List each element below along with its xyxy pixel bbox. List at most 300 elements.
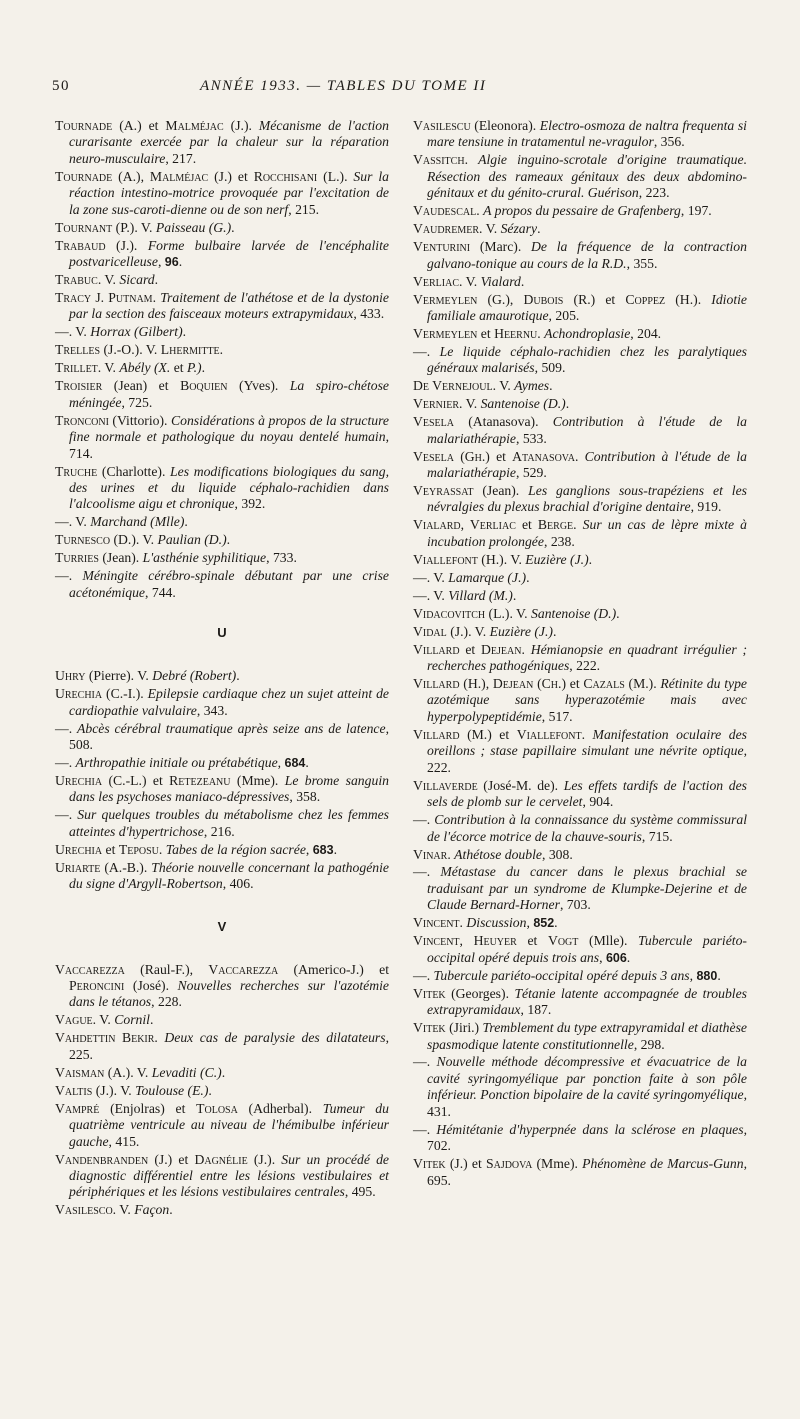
author-name: Vaudescal <box>413 203 477 219</box>
entry-text: . <box>271 1151 282 1167</box>
author-name: Trillet <box>55 360 98 376</box>
entry-text: —. V. <box>55 324 91 340</box>
article-title: Hémianopsie en quadrant irrégulier ; recherches pathogéniques <box>427 641 747 674</box>
entry-text: . V. <box>459 396 481 412</box>
entry-text: , <box>526 915 534 931</box>
article-title: Théorie nouvelle concernant la pathogénie du signe d'Argyll-Robertson <box>69 859 390 892</box>
entry-text: . V. <box>479 221 501 237</box>
article-title: Les ganglions sous-trapéziens et les névralgies du plexus brachial d'origine dentaire <box>427 483 747 515</box>
index-entry <box>413 152 747 201</box>
index-entry <box>55 290 389 323</box>
index-entry <box>413 203 747 219</box>
entry-text: (Raul-F.), <box>124 961 209 977</box>
entry-text: —. <box>55 754 76 770</box>
index-entry <box>413 378 747 394</box>
article-title: Algie inguino-scrotale d'origine traumatique. Résection des rameaux génitaux des deux abdomino-génitaux et du génito-crural. Guérison <box>427 152 747 201</box>
entry-text: , <box>305 841 313 857</box>
article-title: Sicard <box>119 272 155 288</box>
entry-text: . <box>549 378 553 394</box>
entry-text: , 533. <box>515 430 547 446</box>
article-title: Toulouse (E.) <box>135 1082 209 1098</box>
article-title: Hémitétanie d'hyperpnée dans la sclérose en plaques <box>436 1121 744 1137</box>
article-title: Achondroplasie <box>544 325 631 341</box>
index-entry <box>413 449 747 482</box>
author-name: Vassitch <box>413 152 465 168</box>
entry-text: . <box>573 517 583 533</box>
entry-text: . <box>149 1012 154 1028</box>
entry-text: , 904. <box>582 794 614 810</box>
entry-text: et <box>477 325 495 341</box>
entry-text: . <box>305 754 309 770</box>
index-entry <box>55 324 389 340</box>
entry-text: . <box>512 587 517 603</box>
author-name: Tournade (A.), Malméjac (J.) <box>55 168 232 184</box>
entry-text: et <box>491 726 517 742</box>
author-name: Lhermitte <box>160 342 220 358</box>
entry-text: . V. <box>112 1202 135 1218</box>
article-title: Les effets tardifs de l'action des sels de plomb sur le cervelet <box>427 777 748 810</box>
index-entry <box>55 1030 389 1063</box>
page-ref: 606 <box>605 950 627 965</box>
index-entry <box>413 1122 747 1155</box>
index-entry <box>55 755 389 771</box>
author-name: Villaverde <box>413 777 478 793</box>
author-name: Berge <box>537 517 574 533</box>
entry-text: (Yves). <box>227 378 290 394</box>
entry-text: et <box>170 360 188 376</box>
entry-text: . <box>653 676 661 691</box>
author-name: Vahdettin Bekir <box>55 1030 155 1046</box>
index-entry <box>413 642 747 675</box>
article-title: Manifestation oculaire des oreillons ; stase papillaire simulant une névrite optique <box>427 726 747 759</box>
author-name: Dagnélie (J.) <box>194 1151 272 1167</box>
entry-text: (Charlotte). <box>97 463 171 479</box>
index-entry <box>55 668 389 684</box>
article-title: Sézary <box>500 221 538 237</box>
entry-text: , 355. <box>626 255 658 271</box>
entry-text: , 415. <box>108 1133 140 1149</box>
index-entry <box>413 986 747 1019</box>
entry-text: et <box>566 676 584 691</box>
article-title: Sur quelques troubles du métabolisme chez les femmes atteintes d'hypertrichose <box>69 807 390 839</box>
author-name: Vasilesco <box>55 1202 113 1218</box>
section-heading-v: V <box>217 918 227 934</box>
article-title: Traitement de l'athétose et de la dystonie par la section des faisceaux moteurs extrapymidaux <box>69 290 389 322</box>
author-name: Coppez (H.) <box>625 291 698 307</box>
index-entry <box>413 396 747 412</box>
index-entry <box>55 360 389 376</box>
author-name: Vitek <box>413 1020 446 1036</box>
entry-text: —. <box>55 807 78 823</box>
article-title: Contribution à la connaissance du système commissural de l'écorce motrice de la chauve-souris <box>427 812 748 844</box>
article-title: Aymes <box>514 378 550 394</box>
entry-text: , 223. <box>638 185 670 201</box>
author-name: Veyrassat <box>413 483 474 499</box>
entry-text: . <box>182 324 187 340</box>
entry-text: , 215. <box>288 201 320 217</box>
article-title: Le brome sanguin dans les psychoses maniaco-dépressives <box>69 772 389 805</box>
entry-text: . <box>333 841 338 857</box>
author-name: Vaccarezza <box>208 961 279 977</box>
author-name: Vaccarezza <box>55 961 125 977</box>
entry-text: . <box>219 342 224 358</box>
author-name: Heernu <box>494 325 538 341</box>
entry-text: . <box>526 569 530 585</box>
article-title: Façon <box>134 1202 170 1218</box>
index-entry <box>413 570 747 586</box>
index-entry <box>413 727 747 776</box>
entry-text: , 508. <box>69 720 389 752</box>
index-entry <box>413 292 747 325</box>
article-title: Arthropathie initiale ou prétabétique <box>75 754 278 770</box>
index-entry <box>413 933 747 966</box>
page-number: 50 <box>52 78 70 94</box>
article-title: De la fréquence de la contraction galvano-tonique au cours de la R.D. <box>427 239 747 271</box>
article-title: Athétose double <box>454 846 542 862</box>
entry-text: . V. <box>113 1082 136 1098</box>
entries-u <box>55 668 389 892</box>
author-name: Vincent, Heuyer <box>413 933 517 949</box>
author-name: Malméjac (J.) <box>165 118 249 133</box>
entry-text: . V. <box>135 532 158 548</box>
index-entry <box>413 344 747 377</box>
author-name: Vague <box>55 1012 93 1028</box>
index-entry <box>55 842 389 858</box>
entry-text: —. <box>413 1121 437 1137</box>
entry-text: , 703. <box>559 897 591 913</box>
article-title: Sur la réaction intestino-motrice provoquée par l'excitation de la zone sus-caroti-dienne ou de son nerf <box>69 168 389 217</box>
article-title: Paulian (D.) <box>157 532 227 548</box>
entry-text: , 715. <box>641 828 673 844</box>
entry-text: . <box>231 219 235 235</box>
entry-text: , 356. <box>653 134 685 150</box>
author-name: Truche <box>55 463 98 479</box>
author-name: Trelles (J.-O.) <box>55 342 140 358</box>
index-entry <box>413 915 747 931</box>
entry-text: —. <box>413 1054 437 1070</box>
entry-text: , 695. <box>427 1156 747 1188</box>
author-name: Vermeylen (G.), Dubois (R.) <box>413 291 596 307</box>
section-heading-u: U <box>217 625 227 641</box>
entry-text: . <box>169 1202 173 1218</box>
entry-text: . <box>565 396 570 412</box>
index-entry <box>413 414 747 447</box>
article-title: Vialard <box>480 273 521 289</box>
author-name: Villard (M.) <box>413 726 492 742</box>
entry-text: . <box>464 152 479 168</box>
entry-text: , 222. <box>569 658 601 674</box>
author-name: Villard (H.), Dejean (Ch.) <box>413 676 566 691</box>
entry-text: , 217. <box>165 150 197 166</box>
index-entry <box>413 1020 747 1053</box>
article-title: Marchand (Mlle) <box>90 514 185 530</box>
author-name: Vaudremer <box>413 221 479 237</box>
article-title: Villard (M.) <box>448 587 513 603</box>
entry-text: , 228. <box>151 994 182 1010</box>
entry-text: , 433. <box>353 306 385 322</box>
page-ref: 96 <box>164 255 179 270</box>
article-title: Lamarque (J.) <box>448 569 527 585</box>
article-title: A propos du pessaire de Grafenberg <box>483 203 681 219</box>
entry-text: . V. <box>134 219 156 235</box>
entry-text: , 495. <box>344 1184 376 1200</box>
index-entry <box>413 483 747 516</box>
entry-text: , 392. <box>234 496 266 512</box>
index-entry <box>413 812 747 845</box>
entry-text: (Mlle). <box>578 933 639 949</box>
entries-v-continued <box>413 118 747 1189</box>
entry-text: , <box>599 949 606 965</box>
article-title: Cornil <box>114 1012 150 1028</box>
index-entry <box>55 1012 389 1028</box>
index-entry <box>55 413 389 462</box>
entry-text: . <box>697 291 712 307</box>
entry-text: , 205. <box>548 307 580 323</box>
article-title: Nouvelles recherches sur l'azotémie dans le tétanos <box>69 978 389 1010</box>
entry-text: . <box>520 273 525 289</box>
entry-text: . <box>152 290 161 306</box>
article-title: Deux cas de paralysie des dilatateurs <box>164 1030 386 1046</box>
entry-text: . <box>447 846 455 862</box>
article-title: Tubercule pariéto-occipital opéré depuis trois ans <box>427 933 747 965</box>
index-entry <box>413 968 747 984</box>
article-title: Les modifications biologiques du sang, des urines et du liquide céphalo-rachidien dans l'alcoolisme aigu et chronique <box>69 463 389 512</box>
index-entry <box>55 1083 389 1099</box>
article-title: Tétanie latente accompagnée de troubles extrapyramidaux <box>427 985 748 1018</box>
author-name: Vitek (J.) <box>413 1156 468 1172</box>
article-title: Rétinite du type azotémique sans hyperazotémie mais avec hyperpolypeptidémie <box>427 676 747 724</box>
author-name: Vaisman (A.) <box>55 1064 131 1080</box>
author-name: Trabaud (J.) <box>55 237 134 253</box>
index-entry <box>413 1054 747 1120</box>
author-name: Urechia (C.-I.) <box>55 686 141 702</box>
article-title: Paisseau (G.) <box>155 219 232 235</box>
entry-text: (Enjolras) et <box>99 1100 197 1116</box>
author-name: Turnesco (D.) <box>55 532 136 548</box>
page-ref: 880 <box>696 968 718 983</box>
entry-text: . <box>154 272 159 288</box>
entry-text: —. V. <box>413 569 449 585</box>
article-title: Phénomène de Marcus-Gunn <box>582 1156 744 1172</box>
author-name: Vinar <box>413 846 448 862</box>
author-name: Uriarte (A.-B.) <box>55 859 144 875</box>
entries-v <box>55 962 389 1219</box>
entry-text: , 702. <box>427 1121 748 1154</box>
entry-text: (Marc). <box>470 239 532 255</box>
entry-text: , 197. <box>680 203 712 219</box>
entry-text: . <box>459 915 467 931</box>
entry-text: , 204. <box>630 325 662 341</box>
entry-text: (Mme). <box>230 772 285 788</box>
entry-text: , <box>157 254 165 270</box>
entry-text: et <box>516 933 548 949</box>
entry-text: . V. <box>139 342 161 358</box>
index-entry <box>413 118 747 151</box>
index-entry <box>413 864 747 913</box>
entry-text: . <box>201 360 206 376</box>
author-name: Tronconi <box>55 412 109 428</box>
article-title: Santenoise (D.) <box>531 605 617 621</box>
article-title: Sur un cas de lèpre mixte à incubation prolongée <box>427 517 748 549</box>
entry-text: . <box>236 668 240 684</box>
entry-text: . <box>158 841 166 857</box>
index-entry <box>55 272 389 288</box>
entry-text: et <box>489 448 513 464</box>
author-name: Dejean <box>481 641 522 657</box>
index-entry <box>55 532 389 548</box>
author-name: Rocchisani (L.) <box>253 168 345 184</box>
entry-text: , 358. <box>289 789 321 805</box>
entry-text: . <box>626 949 631 965</box>
index-entry <box>413 326 747 342</box>
entry-text: . <box>554 915 558 931</box>
entry-text: . <box>184 514 188 530</box>
index-entry <box>413 517 747 550</box>
entry-text: (Vittorio). <box>108 412 171 428</box>
author-name: Tournant (P.) <box>55 219 135 235</box>
author-name: Peroncini <box>69 978 125 994</box>
article-title: Euzière (J.) <box>525 551 589 567</box>
article-title: Sur un procédé de diagnostic différentiel entre les lésions vestibulaires et périphériques et les lésions vestibulaires centrales <box>69 1151 389 1200</box>
entry-text: , 529. <box>515 465 547 481</box>
author-name: Turries <box>55 550 99 566</box>
entry-text: . V. <box>92 1012 115 1028</box>
page-ref: 683 <box>312 842 334 857</box>
entry-text: . V. <box>468 623 490 639</box>
author-name: Vesela (Gh.) <box>413 448 490 464</box>
index-entry <box>55 807 389 840</box>
entry-text: et <box>467 1156 486 1172</box>
index-entry <box>55 220 389 236</box>
entry-text: . <box>521 641 531 657</box>
article-title: Electro-osmoza de naltra frequenta si mare tensiune in tratamentul ne-vragulor <box>427 118 747 150</box>
index-entry <box>55 169 389 218</box>
author-name: Villard <box>413 641 460 657</box>
entry-text: et <box>102 841 119 857</box>
author-name: Troisier <box>55 378 103 394</box>
right-column <box>413 118 747 1191</box>
entry-text: (Jean). <box>473 483 529 499</box>
entry-text: et <box>146 772 170 788</box>
index-entry <box>413 847 747 863</box>
entry-text: —. <box>55 568 83 584</box>
article-title: Forme bulbaire larvée de l'encéphalite postvaricelleuse <box>69 237 389 270</box>
author-name: Cazals (M.) <box>583 676 654 691</box>
author-name: Tolosa <box>196 1100 238 1116</box>
index-entry <box>55 1202 389 1218</box>
entry-text: . <box>344 168 354 184</box>
entry-text: et <box>459 641 482 657</box>
entry-text: . V. <box>492 378 515 394</box>
author-name: Vandenbranden (J.) <box>55 1151 173 1167</box>
entry-text: . <box>140 686 148 702</box>
entry-text: (Jean) et <box>102 378 181 394</box>
index-entry <box>413 676 747 725</box>
entry-text: . <box>537 221 541 237</box>
author-name: Tournade (A.) <box>55 118 142 133</box>
author-name: Boquien <box>180 378 228 394</box>
index-entry <box>55 721 389 754</box>
index-entry <box>413 552 747 568</box>
article-title: Mécanisme de l'action curarisante exercée par la chaleur sur la réparation neuro-musculaire <box>69 118 389 166</box>
author-name: De Vernejoul <box>413 378 493 394</box>
entry-text: et <box>231 168 254 184</box>
entry-text: et <box>141 118 166 133</box>
entry-text: —. <box>413 343 440 359</box>
entry-text: (Georges). <box>445 985 515 1001</box>
article-title: Idiotie familiale amaurotique <box>427 291 747 323</box>
author-name: Viallefont (H.) <box>413 551 504 567</box>
author-name: Teposu <box>118 841 159 857</box>
article-title: Contribution à l'étude de la malariathérapie <box>427 448 747 481</box>
entry-text: (Jiri.) <box>445 1020 483 1036</box>
author-name: Urechia <box>55 841 103 857</box>
entry-text: . V. <box>459 273 481 289</box>
entry-text: (Adherbal). <box>237 1100 323 1116</box>
entry-text: , 222. <box>427 743 747 775</box>
author-name: Uhry <box>55 668 86 684</box>
index-entry <box>55 860 389 893</box>
article-title: Santenoise (D.) <box>480 396 566 412</box>
index-entry <box>55 342 389 358</box>
entry-text: (Atanasova). <box>454 414 553 430</box>
entry-text: , 298. <box>633 1036 665 1052</box>
article-title: Métastase du cancer dans le plexus brachial se traduisant par un syndrome de Klumpke-Dejerine et de Claude Bernard-Horner <box>427 864 747 913</box>
entry-text: . <box>581 726 593 742</box>
entry-text: , <box>689 967 697 983</box>
entry-text: . <box>178 254 183 270</box>
article-title: Tremblement du type extrapyramidal et diathèse spasmodique latente constitutionnelle <box>427 1020 747 1052</box>
index-entry <box>413 606 747 622</box>
entry-text: —. V. <box>413 587 449 603</box>
article-title: Tubercule pariéto-occipital opéré depuis 3 ans <box>433 967 690 983</box>
entry-text: , <box>277 754 285 770</box>
index-entry <box>413 778 747 811</box>
author-name: Vidal (J.) <box>413 623 469 639</box>
author-name: Vernier <box>413 396 459 412</box>
author-name: Atanasova <box>512 448 575 464</box>
index-entry <box>413 1156 747 1189</box>
article-title: Debré (Robert) <box>152 668 237 684</box>
entry-text: —. <box>413 864 441 880</box>
entry-text: (Eleonora). <box>470 118 540 133</box>
author-name: Urechia (C.-L.) <box>55 772 147 788</box>
index-entry <box>55 118 389 167</box>
entry-text: , 343. <box>196 702 228 718</box>
entry-text: , 238. <box>543 533 575 549</box>
author-name: Vasilescu <box>413 118 471 133</box>
index-entry <box>413 588 747 604</box>
entry-text: (José-M. de). <box>477 777 564 793</box>
article-title: Levaditi (C.) <box>151 1064 222 1080</box>
author-name: Vincent <box>413 915 460 931</box>
article-title: Contribution à l'étude de la malariathérapie <box>427 414 747 446</box>
index-entry <box>55 773 389 806</box>
index-entry <box>413 239 747 272</box>
entry-text: , 406. <box>222 876 254 892</box>
article-title: Nouvelle méthode décompressive et évacuatrice de la cavité syringomyélique par ponction faite à son pôle inférieur. Ponction bipolaire de la cavité syringomyélique <box>427 1054 747 1103</box>
entry-text: et <box>515 517 538 533</box>
entries-t <box>55 118 389 601</box>
entry-text: et <box>172 1151 195 1167</box>
entry-text: . V. <box>130 1064 152 1080</box>
index-entry <box>55 1152 389 1201</box>
author-name: Vialard, Verliac <box>413 517 516 533</box>
index-entry <box>55 378 389 411</box>
author-name: Venturini <box>413 239 471 255</box>
entry-text: (Pierre). V. <box>85 668 153 684</box>
index-entry <box>55 686 389 719</box>
